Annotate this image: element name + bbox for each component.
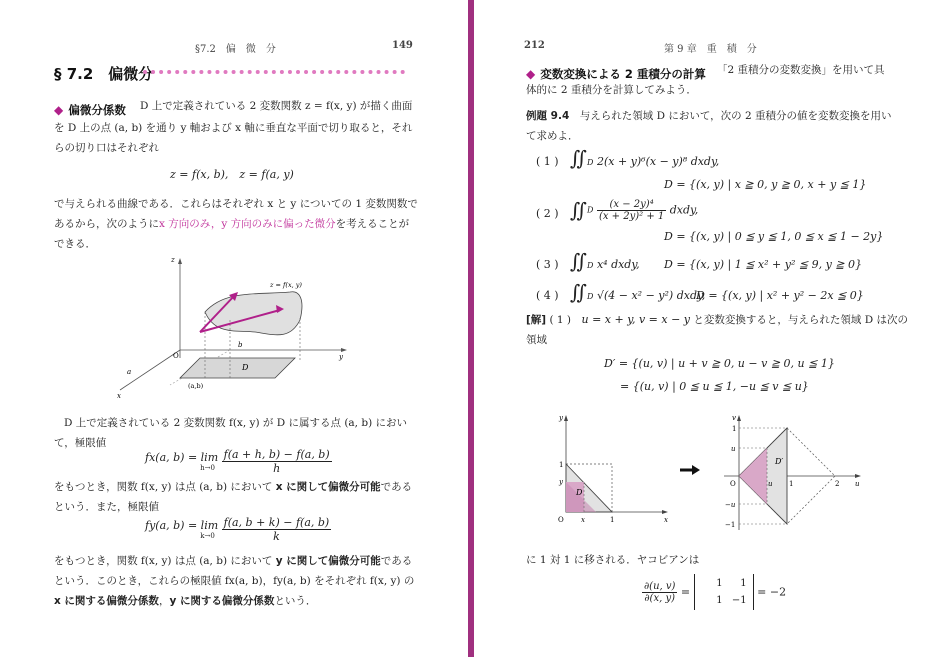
origin-label: O <box>173 352 179 360</box>
item-1-domain: D = {(x, y) | x ≧ 0, y ≧ 0, x + y ≦ 1} <box>664 178 867 191</box>
v-u-label: u <box>731 445 736 453</box>
surface-figure <box>105 250 370 400</box>
v-neg-u-label: −u <box>725 501 736 509</box>
origin-label: O <box>730 480 736 488</box>
x-tick-label: x <box>581 516 585 524</box>
subhead-text: 変数変換による 2 重積分の計算 <box>540 67 706 81</box>
para-1-line-1: D 上で定義されている 2 変数関数 z = f(x, y) が描く曲面 <box>140 100 413 112</box>
u-tick-label: u <box>768 480 773 488</box>
item-3-integral: ∬D x⁴ dxdy, <box>570 249 640 273</box>
section-title: § 7.2 偏微分 <box>54 65 154 83</box>
para-4-line-1: をもつとき，関数 f(x, y) は点 (a, b) において x に関して偏微分可能である <box>54 481 413 493</box>
right-page <box>474 0 945 657</box>
para-4-line-2: という．また，極限値 <box>54 501 159 513</box>
closing-line: に 1 対 1 に移される．ヤコビアンは <box>526 554 700 566</box>
subhead-text: 偏微分係数 <box>68 103 126 117</box>
example-line-1: 例題 9.4 与えられた領域 D において，次の 2 重積分の値を変数変換を用い <box>526 110 892 122</box>
v-axis-label: v <box>732 414 736 422</box>
item-2-number: ( 2 ) <box>536 207 559 220</box>
jacobian: $\frac{\partial(u, v)}{\partial(x, y)}$ = 1 1 1 −1 = −2 <box>642 574 786 610</box>
item-1-integral: ∬D 2(x + y)⁶(x − y)⁸ dxdy, <box>570 146 720 170</box>
para-2-line-1: で与えられる曲線である．これらはそれぞれ x と y についての 1 変数関数で <box>54 198 418 210</box>
highlight-text: x 方向のみ，y 方向のみに偏った微分 <box>159 218 336 230</box>
y-tick-label: y <box>559 478 563 486</box>
x-axis-label: x <box>117 392 121 400</box>
region-d-label: D <box>576 488 583 497</box>
dprime-eq-1: D′ = {(u, v) | u + v ≧ 0, u − v ≧ 0, u ≦ 1} <box>604 357 835 370</box>
region-d-label: D <box>242 363 249 372</box>
region-d-figure <box>544 412 674 537</box>
surface-label: z = f(x, y) <box>270 281 302 289</box>
intro-line-1: 「2 重積分の変数変換」を用いて具 <box>717 64 885 76</box>
item-2-domain: D = {(x, y) | 0 ≦ y ≦ 1, 0 ≦ x ≦ 1 − 2y} <box>664 230 884 243</box>
para-2-line-2: あるから，次のようにx 方向のみ，y 方向のみに偏った微分を考えることが <box>54 218 410 230</box>
diamond-icon: ◆ <box>54 103 64 117</box>
running-header: §7.2 偏 微 分 <box>195 44 276 55</box>
intro-line-2: 体的に 2 重積分を計算してみよう． <box>526 84 697 96</box>
item-3-number: ( 3 ) <box>536 258 559 271</box>
item-3-domain: D = {(x, y) | 1 ≦ x² + y² ≦ 9, y ≧ 0} <box>664 258 862 271</box>
y-axis-label: y <box>559 414 563 422</box>
u-axis-label: u <box>855 480 860 488</box>
region-dprime-figure <box>709 412 869 537</box>
item-4-number: ( 4 ) <box>536 289 559 302</box>
a-label: a <box>127 368 132 376</box>
item-1-number: ( 1 ) <box>536 155 559 168</box>
solution-line-2: 領域 <box>526 334 547 346</box>
item-4-integral: ∬D √(4 − x² − y²) dxdy, <box>570 280 706 304</box>
page-number: 212 <box>524 40 545 51</box>
equation-fy: fy(a, b) = lim k→0 $\frac{f(a, b + k) - f(a, b)}{k}$ <box>145 516 330 543</box>
para-2-line-3: できる． <box>54 238 96 250</box>
para-3-line-2: て，極限値 <box>54 437 107 449</box>
u-two-label: 2 <box>835 480 840 488</box>
y-axis-label: y <box>339 353 343 361</box>
v-neg-one-label: −1 <box>725 521 736 529</box>
x-one-label: 1 <box>610 516 615 524</box>
point-ab-label: (a,b) <box>188 382 204 390</box>
equation-fx: fx(a, b) = lim h→0 $\frac{f(a + h, b) - f(a, b)}{h}$ <box>145 448 330 475</box>
para-3-line-1: D 上で定義されている 2 変数関数 f(x, y) が D に属する点 (a, b) におい <box>64 417 408 429</box>
dprime-eq-2: = {(u, v) | 0 ≦ u ≦ 1, −u ≦ v ≦ u} <box>620 380 809 393</box>
subhead <box>54 99 126 118</box>
diamond-icon: ◆ <box>526 67 536 81</box>
b-label: b <box>238 341 243 349</box>
item-4-domain: D = {(x, y) | x² + y² − 2x ≦ 0} <box>696 289 864 302</box>
para-1-line-2: を D 上の点 (a, b) を通り y 軸および x 軸に垂直な平面で切り取ると，それ <box>54 122 413 134</box>
z-axis-label: z <box>171 256 175 264</box>
para-5-line-3: x に関する偏微分係数，y に関する偏微分係数という． <box>54 595 317 607</box>
jacobian-matrix: 1 1 1 −1 <box>694 574 754 610</box>
u-one-label: 1 <box>789 480 794 488</box>
equation-1: z = f(x, b), z = f(a, y) <box>170 168 294 181</box>
para-5-line-2: という．このとき，これらの極限値 fx(a, b)，fy(a, b) をそれぞれ f(x, y) の <box>54 575 415 587</box>
title-rule <box>143 70 405 74</box>
x-axis-label: x <box>664 516 668 524</box>
left-page <box>0 0 468 657</box>
v-one-label: 1 <box>732 425 737 433</box>
item-2-integral: ∬D $\frac{\text{(x − 2y)⁴}}{\text{(x + 2y)² + 1}}$ dxdy, <box>570 198 699 222</box>
arrow-right-icon <box>679 463 701 477</box>
running-header: 第 9 章 重 積 分 <box>664 44 757 55</box>
region-dprime-label: D′ <box>775 457 784 466</box>
solution-line-1: [解] ( 1 ) u = x + y, v = x − y と変数変換すると，与えられた領域 D は次の <box>526 313 908 326</box>
origin-label: O <box>558 516 564 524</box>
para-1-line-3: らの切り口はそれぞれ <box>54 142 159 154</box>
example-line-2: て求めよ． <box>526 130 579 142</box>
y-one-label: 1 <box>559 461 564 469</box>
para-5-line-1: をもつとき，関数 f(x, y) は点 (a, b) において y に関して偏微分可能である <box>54 555 413 567</box>
page-number: 149 <box>392 40 413 51</box>
